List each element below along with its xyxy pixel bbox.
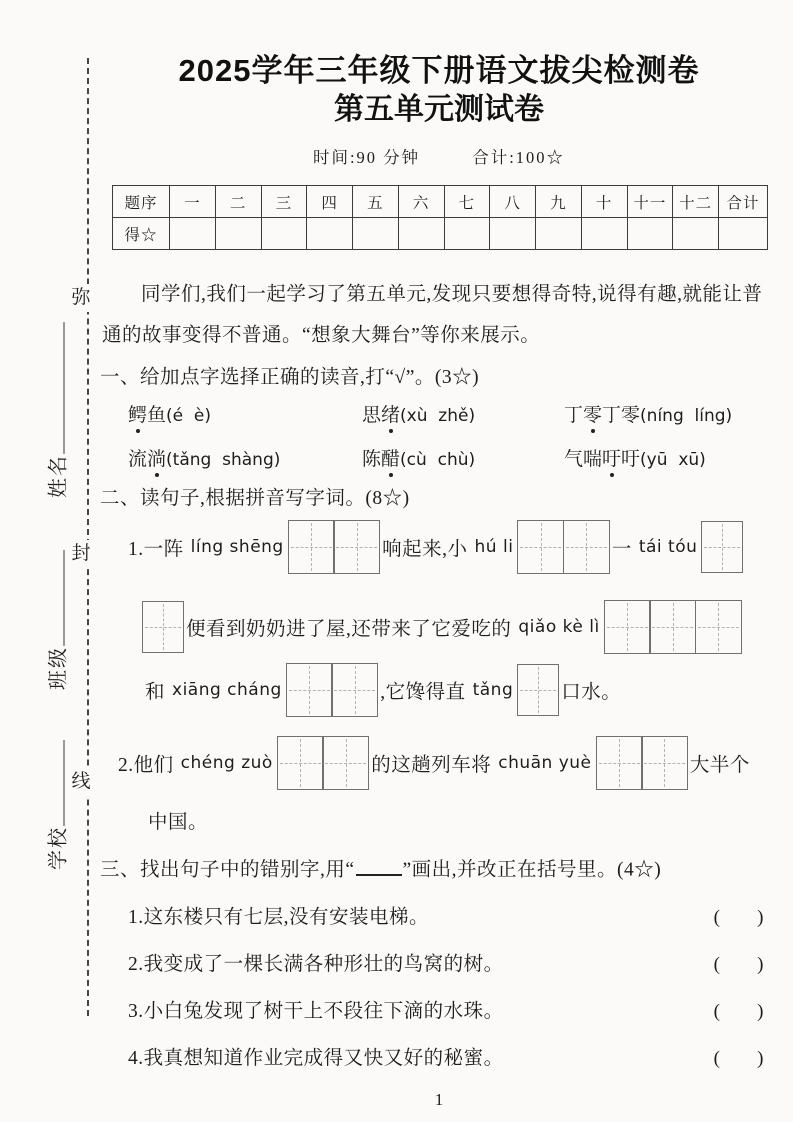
writing-box-cell	[286, 663, 333, 717]
sentence-text: 便看到奶奶进了屋,还带来了它爱吃的	[186, 619, 512, 640]
score-header: 一	[170, 186, 216, 218]
typo-item	[128, 1042, 764, 1070]
answer-brackets: ( )	[713, 1000, 764, 1022]
school-field-label: 学校	[47, 826, 70, 870]
writing-box-cell	[695, 600, 742, 654]
writing-boxes	[604, 600, 742, 654]
page-number: 1	[434, 1089, 444, 1109]
score-cell	[536, 218, 582, 250]
writing-boxes	[277, 736, 369, 790]
writing-box-cell	[604, 600, 651, 654]
writing-boxes	[517, 664, 559, 716]
section2-heading: 二、读句子,根据拼音写字词。(8☆)	[100, 488, 410, 509]
class-field	[42, 550, 71, 690]
score-table-header-row	[113, 186, 768, 218]
heading-text-pre: 三、找出句子中的错别字,用“	[100, 859, 355, 881]
school-blank-line	[43, 740, 65, 826]
score-header: 七	[444, 186, 490, 218]
sentence-text: 口水。	[561, 682, 622, 703]
writing-box-cell	[596, 736, 643, 790]
score-header: 五	[353, 186, 399, 218]
pinyin-text: xiāng cháng	[172, 680, 282, 700]
pinyin-text: tǎng	[472, 680, 514, 700]
score-cell	[353, 218, 399, 250]
pinyin-choice-grid	[100, 400, 778, 471]
class-field-label: 班级	[47, 646, 70, 690]
answer-brackets: ( )	[713, 953, 764, 975]
answer-brackets: ( )	[713, 1047, 764, 1069]
sentence-text: 的这趟列车将	[371, 755, 492, 776]
pinyin-word-item	[564, 400, 778, 427]
writing-box-cell	[142, 601, 184, 653]
score-cell	[673, 218, 719, 250]
pinyin-text: tái tóu	[638, 537, 698, 557]
pinyin-text: hú li	[474, 537, 514, 557]
paper-meta	[100, 144, 778, 168]
pinyin-options: (xù zhě)	[400, 406, 476, 426]
score-cell	[261, 218, 307, 250]
pinyin-word-item	[564, 444, 778, 471]
writing-box-cell	[701, 521, 743, 573]
pinyin-options: (cù chù)	[400, 450, 476, 470]
score-cell	[444, 218, 490, 250]
answer-brackets: ( )	[713, 906, 764, 928]
score-header: 十一	[627, 186, 673, 218]
score-header: 九	[536, 186, 582, 218]
pinyin-options: (níng líng)	[640, 406, 733, 426]
dotted-char: 鳄	[128, 405, 148, 426]
score-header: 六	[398, 186, 444, 218]
writing-boxes	[596, 736, 688, 790]
writing-box-cell	[641, 736, 688, 790]
q2-sentence1-line1	[128, 520, 778, 574]
intro-paragraph: 同学们,我们一起学习了第五单元,发现只要想得奇特,说得有趣,就能让普通的故事变得不普通。“想象大舞台”等你来展示。	[102, 284, 763, 346]
writing-box-cell	[331, 663, 378, 717]
seal-char-xian: 线	[71, 768, 90, 796]
score-cell	[627, 218, 673, 250]
pinyin-word-item	[128, 444, 362, 471]
sentence-text: 一	[611, 539, 632, 560]
q2-sentence2-line1	[118, 736, 778, 790]
sentence-text: 2.他们	[118, 755, 174, 776]
score-cell	[215, 218, 261, 250]
total-score-label: 合计:100☆	[472, 148, 566, 167]
dotted-char: 零	[583, 405, 603, 426]
word-post: 吁	[621, 449, 641, 470]
pinyin-word-item	[128, 400, 362, 427]
pinyin-word-item	[362, 400, 564, 427]
score-table-value-row	[113, 218, 768, 250]
name-field-label: 姓名	[47, 454, 70, 498]
word-post: 鱼	[147, 405, 167, 426]
dotted-char: 醋	[381, 449, 401, 470]
writing-boxes	[288, 520, 380, 574]
name-field	[42, 322, 71, 498]
writing-box-cell	[517, 520, 564, 574]
writing-boxes	[517, 520, 609, 574]
typo-item	[128, 948, 764, 976]
sentence-text: 1.一阵	[128, 539, 184, 560]
paper-content	[100, 0, 778, 1110]
typo-sentence: 4.我真想知道作业完成得又快又好的秘蜜。	[128, 1047, 504, 1069]
word-post: 丁零	[602, 405, 641, 426]
score-row-label: 得☆	[113, 218, 170, 250]
writing-boxes	[142, 601, 184, 653]
paper-subtitle: 第五单元测试卷	[334, 93, 544, 126]
score-header: 二	[215, 186, 261, 218]
word-pre: 流	[128, 449, 148, 470]
pinyin-text: qiǎo kè lì	[518, 617, 600, 637]
pinyin-text: chéng zuò	[180, 753, 273, 773]
sentence-text: ,它馋得直	[380, 682, 466, 703]
writing-box-cell	[649, 600, 696, 654]
class-blank-line	[43, 550, 65, 646]
score-header-first: 题序	[113, 186, 170, 218]
pinyin-options: (yū xū)	[640, 450, 706, 470]
score-cell	[490, 218, 536, 250]
writing-box-cell	[322, 736, 369, 790]
score-header: 十二	[673, 186, 719, 218]
typo-sentence: 2.我变成了一棵长满各种形壮的鸟窝的树。	[128, 953, 504, 975]
dotted-char: 绪	[381, 405, 401, 426]
typo-item	[128, 995, 764, 1023]
writing-boxes	[286, 663, 378, 717]
section3-heading	[100, 856, 778, 884]
q2-sentence2-line2: 中国。	[148, 812, 209, 833]
pinyin-text: líng shēng	[190, 537, 284, 557]
score-header-total: 合计	[719, 186, 768, 218]
typo-sentence: 3.小白兔发现了树干上不段往下滴的水珠。	[128, 1000, 504, 1022]
score-cell-total	[719, 218, 768, 250]
school-field	[42, 740, 71, 870]
sentence-text: 和	[145, 682, 166, 703]
score-header: 八	[490, 186, 536, 218]
dotted-char: 淌	[147, 449, 167, 470]
pinyin-text: chuān yuè	[498, 753, 592, 773]
q2-sentence1-line3	[145, 663, 778, 717]
writing-box-cell	[333, 520, 380, 574]
score-cell	[581, 218, 627, 250]
score-cell	[398, 218, 444, 250]
writing-box-cell	[288, 520, 335, 574]
word-pre: 陈	[362, 449, 382, 470]
typo-sentence: 1.这东楼只有七层,没有安装电梯。	[128, 906, 430, 928]
sentence-text: 大半个	[689, 755, 750, 776]
seal-char-feng: 封	[71, 540, 90, 568]
score-header: 三	[261, 186, 307, 218]
writing-box-cell	[563, 520, 610, 574]
heading-text-post: ”画出,并改正在括号里。(4☆)	[402, 859, 662, 881]
word-pre: 思	[362, 405, 382, 426]
name-blank-line	[43, 322, 65, 454]
pinyin-options: (tǎng shàng)	[166, 450, 281, 470]
typo-item	[128, 901, 764, 929]
dotted-char: 吁	[602, 449, 622, 470]
paper-title: 2025学年三年级下册语文拔尖检测卷	[178, 53, 700, 88]
score-header: 四	[307, 186, 353, 218]
seal-char-mi: 弥	[71, 284, 90, 312]
pinyin-options: (é è)	[166, 406, 212, 426]
word-pre: 气喘	[564, 449, 603, 470]
writing-boxes	[701, 521, 743, 573]
writing-box-cell	[277, 736, 324, 790]
sentence-text: 响起来,小	[382, 539, 468, 560]
word-pre: 丁	[564, 405, 584, 426]
seal-dashed-line	[87, 58, 89, 1016]
score-cell	[307, 218, 353, 250]
underline-blank	[356, 856, 402, 876]
score-header: 十	[581, 186, 627, 218]
q2-sentence1-line2	[142, 600, 778, 654]
score-cell	[170, 218, 216, 250]
score-table	[112, 185, 768, 250]
writing-box-cell	[517, 664, 559, 716]
time-limit-label: 时间:90 分钟	[312, 148, 421, 167]
section1-heading: 一、给加点字选择正确的读音,打“√”。(3☆)	[100, 367, 480, 388]
pinyin-word-item	[362, 444, 564, 471]
